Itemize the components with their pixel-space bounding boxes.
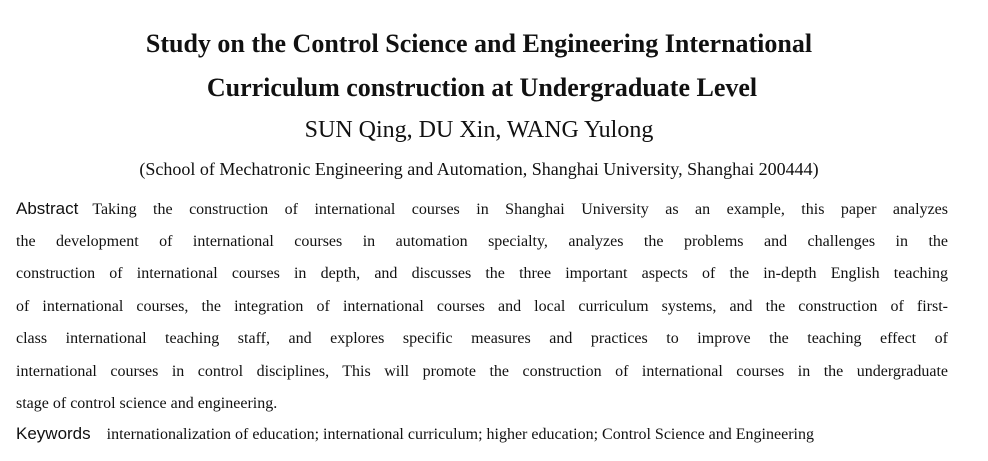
abstract-line-2: the development of international courses in automation specialty, analyzes the problems and challenges in the — [16, 232, 948, 250]
paper-affiliation: (School of Mechatronic Engineering and Automation, Shanghai University, Shanghai 200444) — [139, 159, 819, 179]
keywords-section — [16, 421, 948, 448]
abstract-section — [16, 193, 948, 421]
abstract-label: Abstract — [16, 199, 79, 218]
abstract-line-4: of international courses, the integration of international courses and local curriculum systems, and the construction of first- — [16, 297, 948, 315]
abstract-text-1: Taking the construction of international courses in Shanghai University as an example, this paper analyzes — [92, 201, 948, 218]
abstract-line-7: stage of control science and engineering. — [16, 395, 278, 412]
keywords-label: Keywords — [16, 424, 91, 443]
paper-title-line-1: Study on the Control Science and Engineering International — [145, 29, 813, 58]
paper-authors: SUN Qing, DU Xin, WANG Yulong — [304, 117, 654, 143]
abstract-line-1 — [16, 193, 948, 226]
paper-title-line-2: Curriculum construction at Undergraduate Level — [206, 73, 758, 102]
abstract-line-5: class international teaching staff, and explores specific measures and practices to improve the teaching effect of — [16, 330, 948, 347]
abstract-line-6: international courses in control disciplines, This will promote the construction of international courses in the undergraduate — [16, 362, 948, 380]
keywords-text: internationalization of education; international curriculum; higher education; Control Science and Engineering — [106, 426, 814, 443]
abstract-line-3: construction of international courses in depth, and discusses the three important aspects of the in-depth English teaching — [16, 265, 948, 282]
